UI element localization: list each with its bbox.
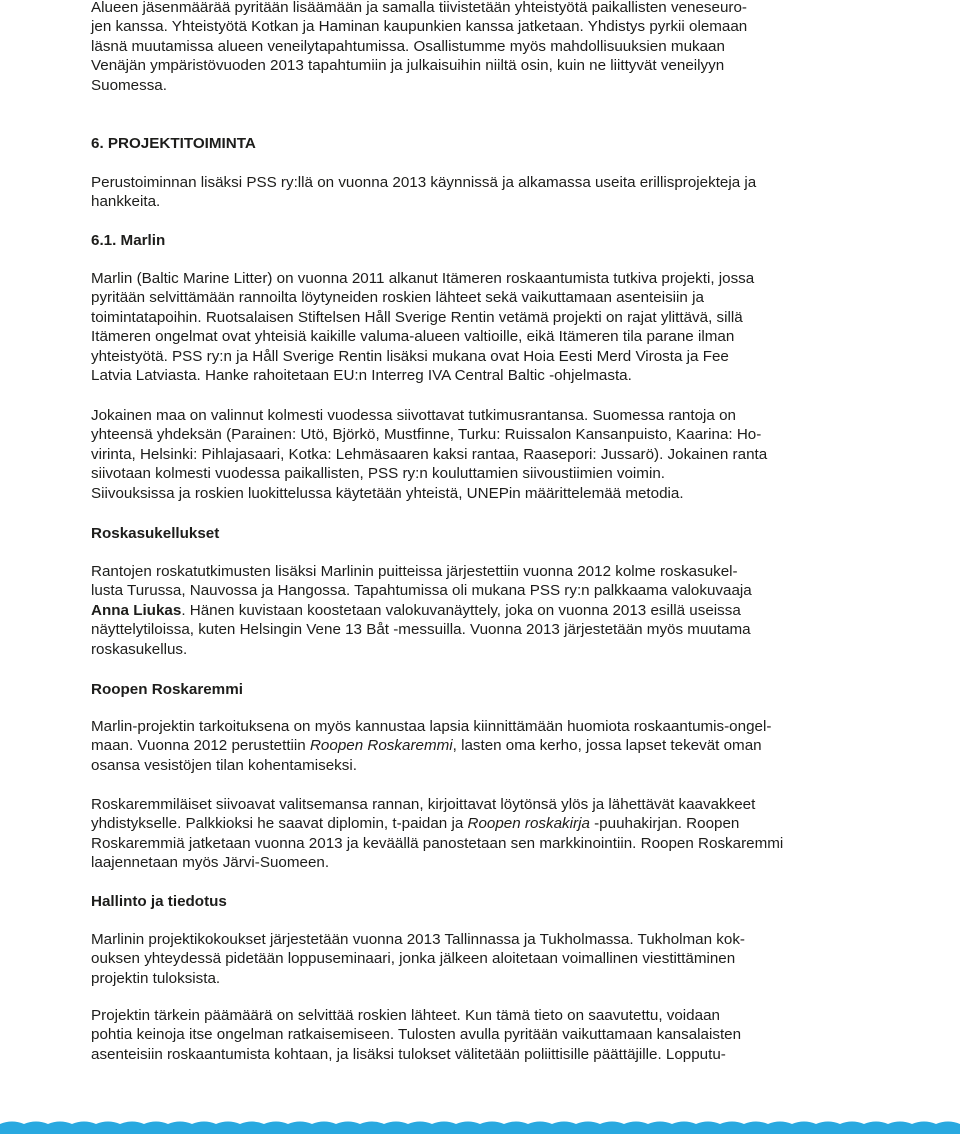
- text-line: projektin tuloksista.: [91, 969, 221, 987]
- text-line: Roskaremmiläiset siivoavat valitsemansa rannan, kirjoittavat löytönsä ylös ja lähettävät kaavakkeet: [91, 796, 756, 813]
- text-line: Latvia Latviasta. Hanke rahoitetaan EU:n Interreg IVA Central Baltic -ohjelmasta.: [91, 367, 632, 385]
- text-line: osansa vesistöjen tilan kohentamiseksi.: [91, 756, 357, 774]
- text-fragment: yhdistykselle. Palkkioksi he saavat diplomin, t-paidan ja: [91, 815, 468, 833]
- text-line: Roskaremmiä jatketaan vuonna 2013 ja keväällä panostetaan sen markkinointiin. Roopen Roskaremmi: [91, 834, 784, 852]
- text-line: [91, 814, 869, 833]
- text-line: Projektin tärkein päämäärä on selvittää roskien lähteet. Kun tämä tieto on saavutettu, voidaan: [91, 1007, 720, 1024]
- text-fragment: maan. Vuonna 2012 perustettiin: [91, 737, 310, 755]
- text-line: virinta, Helsinki: Pihlajasaari, Kotka: Lehmäsaaren kaksi rantaa, Raasepori: Jussarö). Jokainen ranta: [91, 445, 768, 463]
- text-line: hankkeita.: [91, 193, 161, 211]
- text-line: Jokainen maa on valinnut kolmesti vuodessa siivottavat tutkimusrantansa. Suomessa rantoja on: [91, 407, 736, 424]
- text-line: Marlin-projektin tarkoituksena on myös kannustaa lapsia kiinnittämään huomiota roskaantumis-ongel-: [91, 718, 772, 735]
- text-line: [91, 601, 869, 620]
- section-heading: 6. PROJEKTITOIMINTA: [91, 135, 256, 152]
- subsection-heading: 6.1. Marlin: [91, 232, 166, 249]
- text-line: Marlinin projektikokoukset järjestetään vuonna 2013 Tallinnassa ja Tukholmassa. Tukholman kok-: [91, 931, 745, 948]
- text-line: Perustoiminnan lisäksi PSS ry:llä on vuonna 2013 käynnissä ja alkamassa useita erillisprojekteja ja: [91, 174, 757, 191]
- text-line: näyttelytiloissa, kuten Helsingin Vene 13 Båt -messuilla. Vuonna 2013 järjestetään myös muutama: [91, 621, 751, 639]
- text-line: Alueen jäsenmäärää pyritään lisäämään ja samalla tiivistetään yhteistyötä paikallisten veneseuro-: [91, 0, 747, 16]
- marlin-paragraph-1: [91, 269, 869, 385]
- photographer-name: Anna Liukas: [91, 601, 182, 619]
- text-line: Itämeren ongelmat ovat yhteisiä kaikille valuma-alueen valtioille, eikä Itämeren tila parane ilman: [91, 328, 735, 346]
- text-fragment: . Hänen kuvistaan koostetaan valokuvanäyttely, joka on vuonna 2013 esillä useissa: [181, 601, 741, 619]
- hallinto-heading: Hallinto ja tiedotus: [91, 893, 227, 910]
- roopen-paragraph-1: [91, 717, 869, 775]
- text-line: Venäjän ympäristövuoden 2013 tapahtumiin ja julkaisuihin niiltä osin, kuin ne liittyvät veneilyyn: [91, 57, 725, 75]
- text-line: Marlin (Baltic Marine Litter) on vuonna 2011 alkanut Itämeren roskaantumista tutkiva projekti, jossa: [91, 270, 755, 287]
- text-line: pyritään selvittämään rannoilta löytyneiden roskien lähteet sekä vaikuttamaan asenteisiin ja: [91, 289, 704, 307]
- club-name: Roopen Roskaremmi: [309, 737, 453, 755]
- text-line: [91, 736, 869, 755]
- roopen-heading: Roopen Roskaremmi: [91, 681, 243, 698]
- text-line: yhteistyötä. PSS ry:n ja Håll Sverige Rentin lisäksi mukana ovat Hoia Eesti Merd Virosta ja Fee: [91, 347, 729, 365]
- text-line: roskasukellus.: [91, 640, 188, 658]
- text-line: pohtia keinoja itse ongelman ratkaisemiseen. Tulosten avulla pyritään vaikuttamaan kansalaisten: [91, 1026, 742, 1044]
- text-line: ouksen yhteydessä pidetään loppuseminaari, jonka jälkeen aloitetaan voimallinen viestittäminen: [91, 950, 736, 968]
- text-fragment: , lasten oma kerho, jossa lapset tekevät oman: [452, 737, 762, 755]
- text-fragment: -puuhakirjan. Roopen: [589, 815, 740, 833]
- marlin-paragraph-2: [91, 406, 869, 503]
- roskasukellukset-heading: Roskasukellukset: [91, 525, 220, 542]
- text-line: jen kanssa. Yhteistyötä Kotkan ja Haminan kaupunkien kanssa jatketaan. Yhdistys pyrkii olemaan: [91, 18, 748, 36]
- text-line: toimintatapoihin. Ruotsalaisen Stiftelsen Håll Sverige Rentin vetämä projekti on rajat ylittävä, sillä: [91, 308, 743, 326]
- roskasukellukset-paragraph: [91, 562, 869, 659]
- hallinto-paragraph-2: [91, 1006, 869, 1064]
- text-line: asenteisiin roskaantumista kohtaan, ja lisäksi tulokset välitetään poliittisille päättäjille. Lopputu-: [91, 1045, 726, 1063]
- text-line: laajennetaan myös Järvi-Suomeen.: [91, 854, 330, 872]
- text-line: Siivouksissa ja roskien luokittelussa käytetään yhteistä, UNEPin määrittelemää metodia.: [91, 484, 684, 502]
- intro-paragraph: [91, 0, 869, 95]
- roopen-paragraph-2: [91, 795, 869, 873]
- text-line: Suomessa.: [91, 76, 167, 94]
- section-intro-paragraph: [91, 173, 869, 212]
- text-line: yhteensä yhdeksän (Parainen: Utö, Björkö, Mustfinne, Turku: Ruissalon Kansanpuisto, Kaarina: Ho-: [91, 426, 762, 444]
- text-line: siivotaan kolmesti vuodessa paikallisten, PSS ry:n kouluttamien siivoustiimien voimin.: [91, 465, 666, 483]
- text-line: läsnä muutamissa alueen veneilytapahtumissa. Osallistumme myös mahdollisuuksien mukaan: [91, 37, 725, 55]
- book-name: Roopen roskakirja: [467, 815, 590, 833]
- text-line: lusta Turussa, Nauvossa ja Hangossa. Tapahtumissa oli mukana PSS ry:n palkkaama valokuvaaja: [91, 582, 752, 600]
- text-line: Rantojen roskatutkimusten lisäksi Marlinin puitteissa järjestettiin vuonna 2012 kolme roskasukel-: [91, 563, 738, 580]
- wave-border-icon: [0, 1114, 960, 1134]
- hallinto-paragraph-1: [91, 930, 869, 988]
